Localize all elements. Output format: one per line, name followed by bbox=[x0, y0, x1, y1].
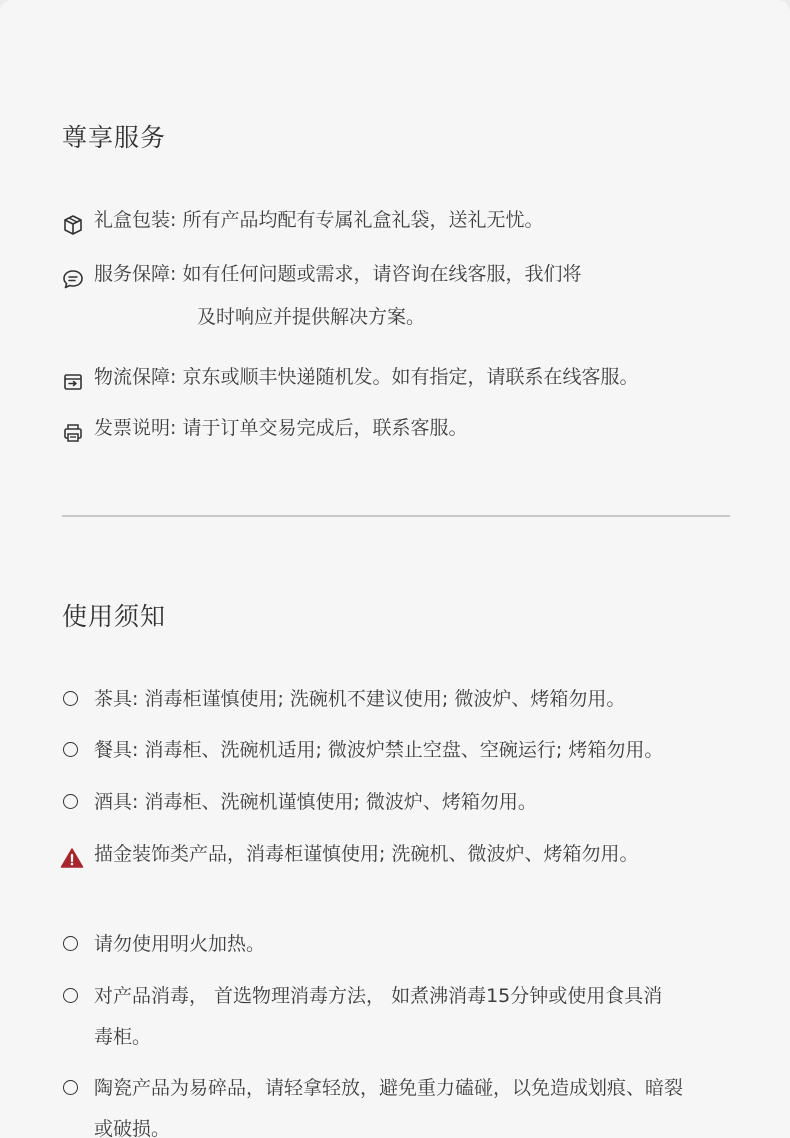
notice-text: 描金装饰类产品，消毒柜谨慎使用; 洗碗机、微波炉、烤箱勿用。 bbox=[94, 843, 639, 865]
service-label: 发票说明 bbox=[94, 417, 171, 439]
service-separator: : bbox=[170, 209, 183, 231]
circle-bullet-icon bbox=[63, 794, 78, 809]
service-text-continued: 及时响应并提供解决方案。 bbox=[197, 306, 426, 328]
notice-text: 餐具: 消毒柜、洗碗机适用; 微波炉禁止空盘、空碗运行; 烤箱勿用。 bbox=[94, 739, 664, 761]
notice-text: 茶具: 消毒柜谨慎使用; 洗碗机不建议使用; 微波炉、烤箱勿用。 bbox=[94, 688, 626, 710]
warning-icon bbox=[60, 842, 82, 864]
notice-text: 请勿使用明火加热。 bbox=[94, 933, 266, 955]
service-label: 物流保障 bbox=[94, 366, 171, 388]
delivery-icon bbox=[62, 366, 84, 388]
notice-text: 陶瓷产品为易碎品，请轻拿轻放，避免重力磕碰，以免造成划痕、暗裂 bbox=[94, 1077, 684, 1099]
service-text: 京东或顺丰快递随机发。如有指定，请联系在线客服。 bbox=[182, 366, 639, 388]
circle-bullet-icon bbox=[63, 988, 78, 1003]
circle-bullet-icon bbox=[63, 1080, 78, 1095]
service-separator: : bbox=[170, 263, 183, 285]
notice-text-continued: 或破损。 bbox=[94, 1118, 171, 1138]
service-text: 请于订单交易完成后，联系客服。 bbox=[182, 417, 468, 439]
notice-text-continued: 毒柜。 bbox=[94, 1026, 152, 1048]
service-text: 如有任何问题或需求，请咨询在线客服，我们将 bbox=[182, 263, 582, 285]
service-separator: : bbox=[170, 417, 183, 439]
circle-bullet-icon bbox=[63, 742, 78, 757]
section-title-notice: 使用须知 bbox=[62, 602, 167, 631]
section-title-service: 尊享服务 bbox=[62, 123, 167, 152]
section-divider bbox=[62, 515, 730, 517]
chat-bubble-icon bbox=[62, 263, 84, 285]
gift-box-icon bbox=[62, 209, 84, 231]
notice-text: 酒具: 消毒柜、洗碗机谨慎使用; 微波炉、烤箱勿用。 bbox=[94, 791, 537, 813]
service-text: 所有产品均配有专属礼盒礼袋，送礼无忧。 bbox=[182, 209, 544, 231]
circle-bullet-icon bbox=[63, 691, 78, 706]
service-label: 服务保障 bbox=[94, 263, 171, 285]
invoice-printer-icon bbox=[62, 417, 84, 439]
service-label: 礼盒包装 bbox=[94, 209, 171, 231]
notice-text: 对产品消毒， 首选物理消毒方法， 如煮沸消毒15分钟或使用食具消 bbox=[94, 985, 663, 1007]
service-separator: : bbox=[170, 366, 183, 388]
circle-bullet-icon bbox=[63, 936, 78, 951]
